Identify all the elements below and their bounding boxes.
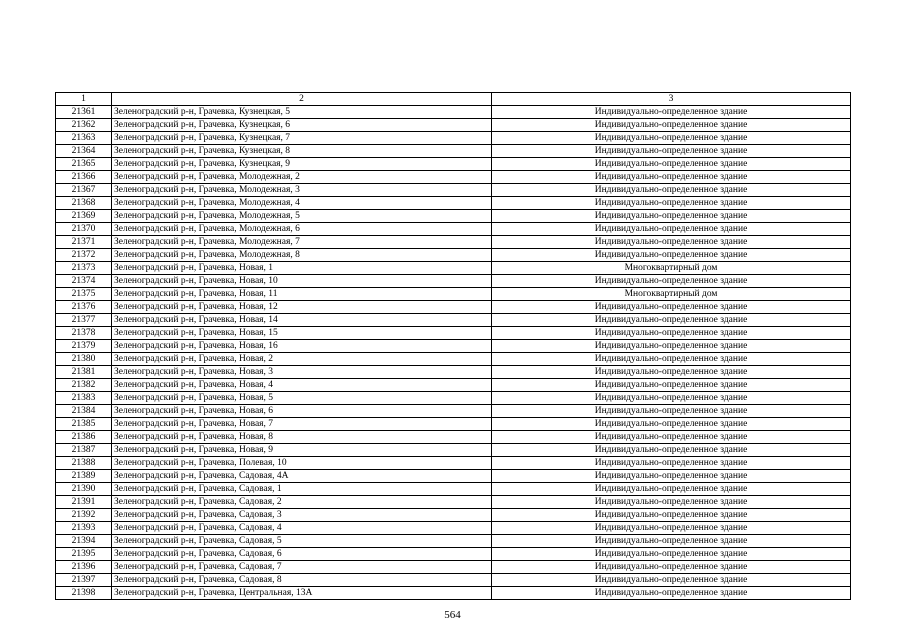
table-row bbox=[56, 223, 851, 236]
row-address: Зеленоградский р-н, Грачевка, Новая, 15 bbox=[112, 327, 492, 340]
row-object-type: Индивидуально-определенное здание bbox=[492, 561, 851, 574]
table-row bbox=[56, 548, 851, 561]
row-object-type: Индивидуально-определенное здание bbox=[492, 158, 851, 171]
row-object-type: Индивидуально-определенное здание bbox=[492, 223, 851, 236]
row-address: Зеленоградский р-н, Грачевка, Новая, 7 bbox=[112, 418, 492, 431]
row-object-type: Индивидуально-определенное здание bbox=[492, 340, 851, 353]
registry-table bbox=[55, 92, 851, 600]
row-object-type: Индивидуально-определенное здание bbox=[492, 353, 851, 366]
row-object-type: Индивидуально-определенное здание bbox=[492, 444, 851, 457]
row-address: Зеленоградский р-н, Грачевка, Новая, 9 bbox=[112, 444, 492, 457]
row-object-type: Индивидуально-определенное здание bbox=[492, 249, 851, 262]
row-address: Зеленоградский р-н, Грачевка, Центральная, 13А bbox=[112, 587, 492, 600]
row-address: Зеленоградский р-н, Грачевка, Садовая, 7 bbox=[112, 561, 492, 574]
row-object-type: Индивидуально-определенное здание bbox=[492, 301, 851, 314]
row-number: 21393 bbox=[56, 522, 112, 535]
row-address: Зеленоградский р-н, Грачевка, Молодежная, 3 bbox=[112, 184, 492, 197]
row-address: Зеленоградский р-н, Грачевка, Новая, 11 bbox=[112, 288, 492, 301]
row-address: Зеленоградский р-н, Грачевка, Новая, 4 bbox=[112, 379, 492, 392]
row-address: Зеленоградский р-н, Грачевка, Садовая, 3 bbox=[112, 509, 492, 522]
row-object-type: Индивидуально-определенное здание bbox=[492, 483, 851, 496]
row-number: 21376 bbox=[56, 301, 112, 314]
row-object-type: Индивидуально-определенное здание bbox=[492, 431, 851, 444]
table-row bbox=[56, 444, 851, 457]
column-header-address: 2 bbox=[112, 93, 492, 106]
row-number: 21383 bbox=[56, 392, 112, 405]
row-address: Зеленоградский р-н, Грачевка, Садовая, 4А bbox=[112, 470, 492, 483]
table-row bbox=[56, 405, 851, 418]
table-row bbox=[56, 587, 851, 600]
row-object-type: Индивидуально-определенное здание bbox=[492, 379, 851, 392]
row-object-type: Индивидуально-определенное здание bbox=[492, 457, 851, 470]
table-row bbox=[56, 262, 851, 275]
row-address: Зеленоградский р-н, Грачевка, Садовая, 5 bbox=[112, 535, 492, 548]
row-address: Зеленоградский р-н, Грачевка, Новая, 8 bbox=[112, 431, 492, 444]
row-address: Зеленоградский р-н, Грачевка, Новая, 2 bbox=[112, 353, 492, 366]
table-row bbox=[56, 314, 851, 327]
row-address: Зеленоградский р-н, Грачевка, Молодежная, 6 bbox=[112, 223, 492, 236]
row-object-type: Индивидуально-определенное здание bbox=[492, 327, 851, 340]
table-row bbox=[56, 236, 851, 249]
row-object-type: Индивидуально-определенное здание bbox=[492, 314, 851, 327]
table-row bbox=[56, 197, 851, 210]
row-number: 21397 bbox=[56, 574, 112, 587]
row-object-type: Индивидуально-определенное здание bbox=[492, 418, 851, 431]
row-address: Зеленоградский р-н, Грачевка, Кузнецкая, 6 bbox=[112, 119, 492, 132]
row-number: 21396 bbox=[56, 561, 112, 574]
table-row bbox=[56, 509, 851, 522]
row-object-type: Индивидуально-определенное здание bbox=[492, 236, 851, 249]
row-number: 21392 bbox=[56, 509, 112, 522]
row-number: 21387 bbox=[56, 444, 112, 457]
table-row bbox=[56, 535, 851, 548]
row-object-type: Индивидуально-определенное здание bbox=[492, 171, 851, 184]
row-number: 21374 bbox=[56, 275, 112, 288]
table-row bbox=[56, 249, 851, 262]
row-object-type: Индивидуально-определенное здание bbox=[492, 366, 851, 379]
column-header-type: 3 bbox=[492, 93, 851, 106]
row-address: Зеленоградский р-н, Грачевка, Садовая, 8 bbox=[112, 574, 492, 587]
row-address: Зеленоградский р-н, Грачевка, Молодежная, 4 bbox=[112, 197, 492, 210]
row-object-type: Индивидуально-определенное здание bbox=[492, 496, 851, 509]
row-address: Зеленоградский р-н, Грачевка, Молодежная, 7 bbox=[112, 236, 492, 249]
row-number: 21371 bbox=[56, 236, 112, 249]
row-object-type: Индивидуально-определенное здание bbox=[492, 522, 851, 535]
row-number: 21372 bbox=[56, 249, 112, 262]
row-number: 21366 bbox=[56, 171, 112, 184]
row-object-type: Индивидуально-определенное здание bbox=[492, 145, 851, 158]
row-address: Зеленоградский р-н, Грачевка, Кузнецкая, 5 bbox=[112, 106, 492, 119]
row-number: 21378 bbox=[56, 327, 112, 340]
row-number: 21361 bbox=[56, 106, 112, 119]
table-row bbox=[56, 171, 851, 184]
row-number: 21380 bbox=[56, 353, 112, 366]
row-number: 21370 bbox=[56, 223, 112, 236]
row-address: Зеленоградский р-н, Грачевка, Новая, 12 bbox=[112, 301, 492, 314]
row-object-type: Индивидуально-определенное здание bbox=[492, 275, 851, 288]
row-address: Зеленоградский р-н, Грачевка, Молодежная, 2 bbox=[112, 171, 492, 184]
row-object-type: Многоквартирный дом bbox=[492, 262, 851, 275]
row-address: Зеленоградский р-н, Грачевка, Садовая, 1 bbox=[112, 483, 492, 496]
table-row bbox=[56, 561, 851, 574]
row-object-type: Индивидуально-определенное здание bbox=[492, 132, 851, 145]
table-row bbox=[56, 301, 851, 314]
row-address: Зеленоградский р-н, Грачевка, Кузнецкая, 9 bbox=[112, 158, 492, 171]
row-number: 21382 bbox=[56, 379, 112, 392]
row-object-type: Индивидуально-определенное здание bbox=[492, 210, 851, 223]
table-row bbox=[56, 522, 851, 535]
table-row bbox=[56, 288, 851, 301]
row-address: Зеленоградский р-н, Грачевка, Новая, 14 bbox=[112, 314, 492, 327]
row-number: 21379 bbox=[56, 340, 112, 353]
row-number: 21384 bbox=[56, 405, 112, 418]
table-row bbox=[56, 470, 851, 483]
page-number: 564 bbox=[444, 609, 461, 621]
row-object-type: Индивидуально-определенное здание bbox=[492, 587, 851, 600]
row-number: 21365 bbox=[56, 158, 112, 171]
table-row bbox=[56, 275, 851, 288]
row-address: Зеленоградский р-н, Грачевка, Кузнецкая, 7 bbox=[112, 132, 492, 145]
table-row bbox=[56, 353, 851, 366]
row-number: 21386 bbox=[56, 431, 112, 444]
row-number: 21394 bbox=[56, 535, 112, 548]
row-object-type: Индивидуально-определенное здание bbox=[492, 548, 851, 561]
table-row bbox=[56, 119, 851, 132]
row-number: 21364 bbox=[56, 145, 112, 158]
row-number: 21373 bbox=[56, 262, 112, 275]
row-object-type: Индивидуально-определенное здание bbox=[492, 106, 851, 119]
table-row bbox=[56, 379, 851, 392]
table-row bbox=[56, 366, 851, 379]
row-object-type: Многоквартирный дом bbox=[492, 288, 851, 301]
table-row bbox=[56, 184, 851, 197]
header-row bbox=[56, 93, 851, 106]
row-address: Зеленоградский р-н, Грачевка, Садовая, 2 bbox=[112, 496, 492, 509]
row-address: Зеленоградский р-н, Грачевка, Садовая, 4 bbox=[112, 522, 492, 535]
row-object-type: Индивидуально-определенное здание bbox=[492, 470, 851, 483]
row-address: Зеленоградский р-н, Грачевка, Новая, 6 bbox=[112, 405, 492, 418]
table-row bbox=[56, 457, 851, 470]
row-number: 21377 bbox=[56, 314, 112, 327]
table-row bbox=[56, 106, 851, 119]
table-row bbox=[56, 340, 851, 353]
table-row bbox=[56, 132, 851, 145]
column-header-number: 1 bbox=[56, 93, 112, 106]
row-number: 21363 bbox=[56, 132, 112, 145]
table-row bbox=[56, 418, 851, 431]
row-object-type: Индивидуально-определенное здание bbox=[492, 405, 851, 418]
row-address: Зеленоградский р-н, Грачевка, Молодежная, 5 bbox=[112, 210, 492, 223]
row-object-type: Индивидуально-определенное здание bbox=[492, 574, 851, 587]
table-row bbox=[56, 483, 851, 496]
table-row bbox=[56, 431, 851, 444]
row-number: 21369 bbox=[56, 210, 112, 223]
row-object-type: Индивидуально-определенное здание bbox=[492, 119, 851, 132]
row-number: 21395 bbox=[56, 548, 112, 561]
row-address: Зеленоградский р-н, Грачевка, Кузнецкая, 8 bbox=[112, 145, 492, 158]
row-address: Зеленоградский р-н, Грачевка, Садовая, 6 bbox=[112, 548, 492, 561]
table-row bbox=[56, 210, 851, 223]
row-object-type: Индивидуально-определенное здание bbox=[492, 392, 851, 405]
table-row bbox=[56, 496, 851, 509]
row-number: 21362 bbox=[56, 119, 112, 132]
row-address: Зеленоградский р-н, Грачевка, Новая, 10 bbox=[112, 275, 492, 288]
row-address: Зеленоградский р-н, Грачевка, Новая, 5 bbox=[112, 392, 492, 405]
row-number: 21367 bbox=[56, 184, 112, 197]
row-object-type: Индивидуально-определенное здание bbox=[492, 197, 851, 210]
table-row bbox=[56, 145, 851, 158]
row-address: Зеленоградский р-н, Грачевка, Новая, 3 bbox=[112, 366, 492, 379]
row-object-type: Индивидуально-определенное здание bbox=[492, 535, 851, 548]
row-object-type: Индивидуально-определенное здание bbox=[492, 184, 851, 197]
row-address: Зеленоградский р-н, Грачевка, Молодежная, 8 bbox=[112, 249, 492, 262]
row-number: 21398 bbox=[56, 587, 112, 600]
row-number: 21390 bbox=[56, 483, 112, 496]
row-number: 21375 bbox=[56, 288, 112, 301]
table-row bbox=[56, 392, 851, 405]
table-row bbox=[56, 574, 851, 587]
row-object-type: Индивидуально-определенное здание bbox=[492, 509, 851, 522]
row-address: Зеленоградский р-н, Грачевка, Новая, 16 bbox=[112, 340, 492, 353]
table-body bbox=[56, 106, 851, 600]
table-header bbox=[56, 93, 851, 106]
table-row bbox=[56, 158, 851, 171]
row-number: 21368 bbox=[56, 197, 112, 210]
row-number: 21385 bbox=[56, 418, 112, 431]
row-address: Зеленоградский р-н, Грачевка, Новая, 1 bbox=[112, 262, 492, 275]
row-number: 21391 bbox=[56, 496, 112, 509]
table-row bbox=[56, 327, 851, 340]
row-number: 21381 bbox=[56, 366, 112, 379]
row-number: 21389 bbox=[56, 470, 112, 483]
row-number: 21388 bbox=[56, 457, 112, 470]
row-address: Зеленоградский р-н, Грачевка, Полевая, 10 bbox=[112, 457, 492, 470]
